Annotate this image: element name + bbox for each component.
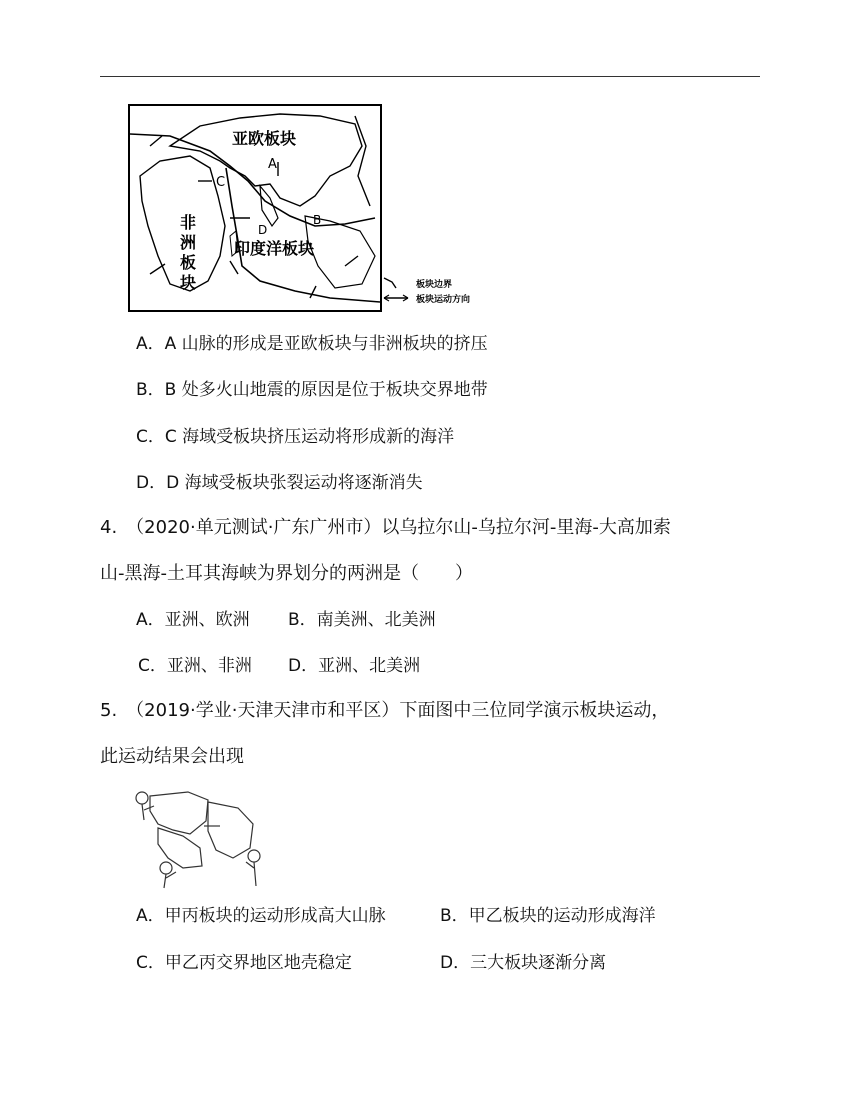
africa-label-2: 洲 — [180, 233, 197, 252]
q5-option-b: B．甲乙板块的运动形成海洋 — [440, 906, 656, 926]
q4-option-b: B．南美洲、北美洲 — [288, 610, 436, 630]
q5-stem-line1: 5. （2019·学业·天津天津市和平区）下面图中三位同学演示板块运动， — [100, 700, 670, 721]
q3-option-c: C．C 海域受板块挤压运动将形成新的海洋 — [136, 427, 455, 447]
plate-map-svg — [130, 106, 380, 310]
q4-option-d: D．亚洲、北美洲 — [288, 656, 421, 676]
map-legend — [380, 272, 520, 308]
africa-label-1: 非 — [180, 213, 197, 232]
plate-demo-illustration — [128, 786, 273, 892]
q5-option-a: A．甲丙板块的运动形成高大山脉 — [136, 906, 386, 926]
legend-boundary-label: 板块边界 — [416, 280, 453, 290]
africa-label-4: 块 — [180, 273, 197, 292]
q4-option-a: A．亚洲、欧洲 — [136, 610, 250, 630]
point-b-label: B — [313, 213, 322, 227]
eurasia-plate-label: 亚欧板块 — [232, 129, 297, 148]
q5-option-c: C．甲乙丙交界地区地壳稳定 — [136, 953, 352, 973]
q3-option-d: D．D 海域受板块张裂运动将逐渐消失 — [136, 473, 423, 493]
q4-option-c: C．亚洲、非洲 — [138, 656, 252, 676]
legend-direction-label: 板块运动方向 — [416, 295, 471, 305]
point-c-label: C — [216, 175, 226, 190]
indian-plate-label: 印度洋板块 — [234, 239, 315, 258]
q5-stem-line2: 此运动结果会出现 — [100, 746, 244, 767]
point-a-label: A — [268, 157, 277, 172]
q4-stem-line1: 4. （2020·单元测试·广东广州市）以乌拉尔山-乌拉尔河-里海-大高加索 — [100, 517, 671, 538]
q5-option-d: D．三大板块逐渐分离 — [440, 953, 607, 973]
africa-label-3: 板 — [180, 253, 197, 272]
q3-option-b: B．B 处多火山地震的原因是位于板块交界地带 — [136, 380, 488, 400]
point-d-label: D — [258, 223, 268, 237]
q4-stem-line2: 山-黑海-土耳其海峡为界划分的两洲是（ ） — [100, 563, 473, 584]
header-rule — [100, 76, 760, 77]
plate-map-figure — [128, 104, 382, 312]
q3-option-a: A．A 山脉的形成是亚欧板块与非洲板块的挤压 — [136, 334, 488, 354]
